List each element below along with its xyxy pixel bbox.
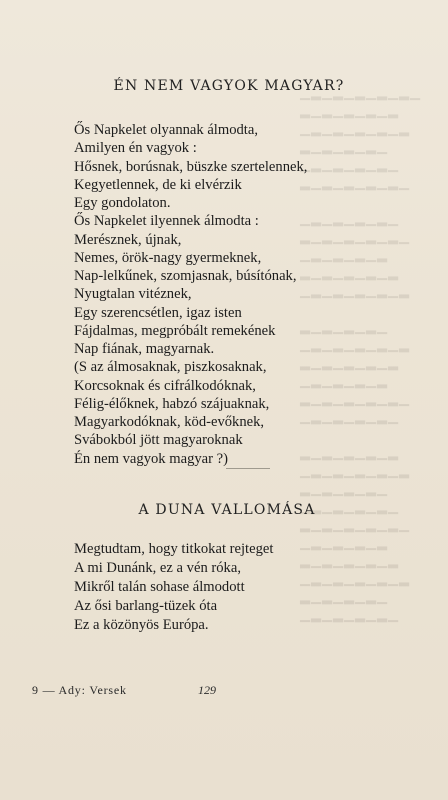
poem-line: Nap-lelkűnek, szomjasnak, búsítónak, [74, 268, 297, 284]
poem-line: Hősnek, borúsnak, büszke szertelennek, [74, 158, 308, 175]
printer-signature: 9 — Ady: Versek [32, 683, 127, 697]
poem-line: Nap fiának, magyarnak. [74, 341, 215, 357]
poem-line: Korcsoknak és cifrálkodóknak, [74, 377, 256, 394]
show-through-texture: ▁▂▁▂▁▂▁▂▁▂▁ ▂▁▂▁▂▁▂▁▂ ▁▂▁▂▁▂▁▂▁▂ ▂▁▂▁▂▁▂▁ ▁▂▁▂▁▂▁▂▁ ▂▁▂▁▂▁▂▁▂▁ ▁▂▁▂▁▂▁▂▁ ▂▁▂▁▂▁▂▁▂▁ ▁▂▁▂▁▂▁▂ ▂▁▂▁▂▁▂▁▂ ▁▂▁▂▁▂▁▂▁▂ ▂▁▂▁▂▁▂▁ ▁▂▁▂▁▂▁▂▁▂ ▂▁▂▁▂▁▂▁▂ ▁▂▁▂▁▂▁▂ ▂▁▂▁▂▁▂▁▂▁ ▁▂▁▂▁▂▁▂▁ ▂▁▂▁▂▁▂▁▂ ▁▂▁▂▁▂▁▂▁▂ ▂▁▂▁▂▁▂▁ ▁▂▁▂▁▂▁▂▁ ▂▁▂▁▂▁▂▁▂▁ ▁▂▁▂▁▂▁▂ ▂▁▂▁▂▁▂▁▂ ▁▂▁▂▁▂▁▂▁▂ ▂▁▂▁▂▁▂▁ ▁▂▁▂▁▂▁▂▁ [300, 86, 421, 623]
poem-title: ÉN NEM VAGYOK MAGYAR? [113, 78, 345, 94]
page-footer [0, 683, 448, 701]
poem-line: A mi Dunánk, ez a vén róka, [74, 560, 241, 576]
poem-body [74, 540, 273, 635]
poem-line: Ős Napkelet ilyennek álmodta : [74, 213, 259, 230]
poem-line: Megtudtam, hogy titkokat rejteget [74, 541, 274, 557]
page-number: 129 [198, 683, 216, 697]
poem-line: (S az álmosaknak, piszkosaknak, [74, 359, 267, 376]
poem-line: Nemes, örök-nagy gyermeknek, [74, 249, 262, 266]
poem-line: Magyarkodóknak, köd-evőknek, [74, 414, 265, 430]
poem-line: Nyugtalan vitéznek, [74, 286, 192, 303]
poem-line: Mikről talán sohase álmodott [74, 579, 245, 595]
poem-line: Kegyetlennek, de ki elvérzik [74, 176, 242, 193]
section-divider [226, 468, 270, 469]
poem-line: Egy gondolaton. [74, 195, 171, 211]
poem-line: Ős Napkelet olyannak álmodta, [74, 122, 258, 138]
poem-line: Merésznek, újnak, [74, 231, 182, 248]
poem-line: Én nem vagyok magyar ?) [74, 450, 228, 467]
poem-title: A DUNA VALLOMÁSA [138, 502, 316, 518]
poem-line: Félig-élőknek, habzó szájuaknak, [74, 395, 270, 412]
poem-line: Az ősi barlang-tüzek óta [74, 598, 218, 614]
poem-line: Egy szerencsétlen, igaz isten [74, 304, 242, 321]
poem-line: Fájdalmas, megpróbált remekének [74, 322, 276, 339]
poem-line: Ez a közönyös Európa. [74, 617, 209, 633]
poem-line: Svábokból jött magyaroknak [74, 432, 243, 449]
poem-line: Amilyen én vagyok : [74, 140, 197, 157]
poem-body [74, 121, 307, 468]
